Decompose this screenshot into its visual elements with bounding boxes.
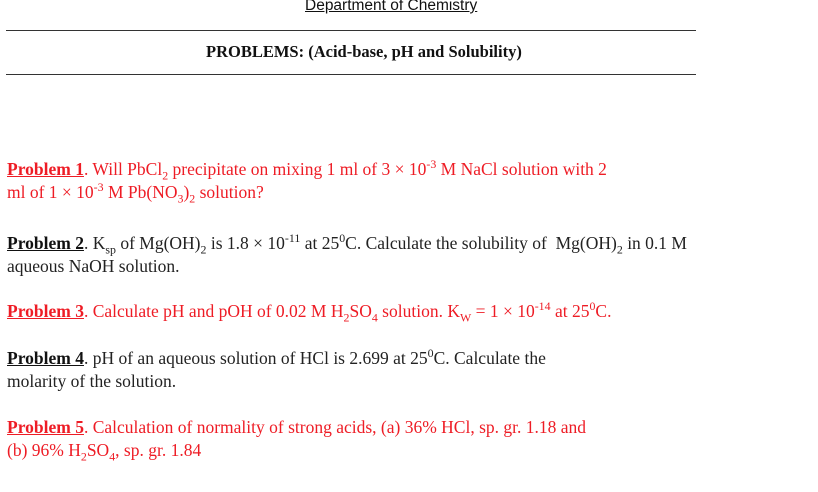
problem-label: Problem 4	[7, 348, 84, 368]
problem-4: Problem 4. pH of an aqueous solution of HCl is 2.699 at $25^0C$. Calculate the molarity of the solution.	[7, 346, 546, 391]
problem-label: Problem 3	[7, 301, 84, 321]
problem-label: Problem 1	[7, 159, 84, 179]
problem-label: Problem 2	[7, 233, 84, 253]
problem-label: Problem 5	[7, 417, 84, 437]
top-rule	[6, 30, 696, 31]
problem-5: Problem 5. Calculation of normality of strong acids, (a) 36% HCl, sp. gr. 1.18 and (b) 96% $H_2SO_4$, sp. gr. 1.84	[7, 417, 587, 464]
problem-1: Problem 1. Will PbCl$_2$ precipitate on mixing 1 ml of $3 \times 10^{-3}$ M NaCl solution with 2 ml of $1 \times 10^{-3}$ M $Pb(NO_3)_2$ solution?	[7, 157, 607, 206]
department-heading: Department of Chemistry	[305, 0, 478, 14]
bottom-rule	[6, 74, 696, 75]
problem-2: Problem 2. $K_{sp}$ of $Mg(OH)_2$ is $1.8 \times 10^{-11}$ at $25^0C$. Calculate the solubility of $Mg(OH)_2$ in 0.1 M aqueous NaOH solution.	[7, 231, 687, 276]
problem-3: Problem 3. Calculate pH and pOH of 0.02 M $H_2SO_4$ solution. $K_W = 1 \times 10^{-14}$ at $25^0C$.	[7, 299, 612, 325]
problems-title: PROBLEMS: (Acid-base, pH and Solubility)	[206, 42, 522, 61]
